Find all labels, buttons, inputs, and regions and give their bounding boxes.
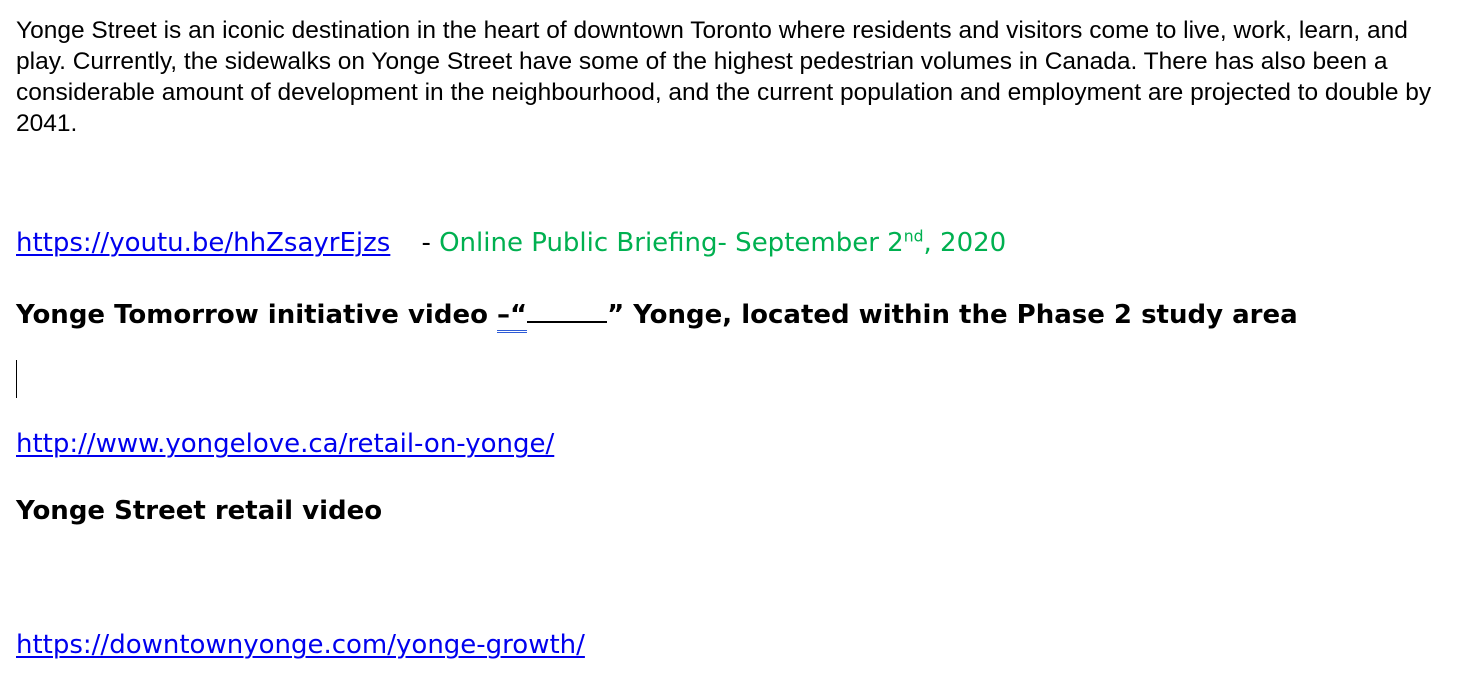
tomorrow-blank bbox=[527, 295, 607, 323]
intro-paragraph: Yonge Street is an iconic destination in the heart of downtown Toronto where residents and visitors come to live, work, learn, and play. Currently, the sidewalks on Yonge Street have some of the highest pedestrian volumes in Canada. There has also been a considerable amount of development in the neighbourhood, and the current population and employment are projected to double by 2041. bbox=[16, 17, 1432, 137]
tomorrow-close-quote: ” bbox=[607, 300, 625, 330]
retail-link[interactable]: http://www.yongelove.ca/retail-on-yonge/ bbox=[16, 429, 555, 459]
briefing-youtube-link[interactable]: https://youtu.be/hhZsayrEjzs bbox=[16, 228, 391, 258]
tomorrow-prefix: Yonge Tomorrow initiative video bbox=[16, 300, 497, 330]
retail-caption: Yonge Street retail video bbox=[16, 496, 383, 526]
briefing-dash: - bbox=[421, 228, 440, 258]
text-cursor bbox=[16, 360, 17, 398]
growth-link-line bbox=[16, 630, 585, 660]
briefing-line bbox=[16, 228, 1006, 258]
briefing-label: Online Public Briefing- September 2nd, 2020 bbox=[439, 227, 1007, 258]
tomorrow-caption bbox=[16, 295, 1298, 330]
retail-link-line bbox=[16, 429, 554, 459]
growth-link[interactable]: https://downtownyonge.com/yonge-growth/ bbox=[16, 630, 585, 660]
tomorrow-suffix: Yonge, located within the Phase 2 study area bbox=[624, 300, 1298, 330]
tomorrow-dash-quote: –“ bbox=[497, 300, 527, 333]
